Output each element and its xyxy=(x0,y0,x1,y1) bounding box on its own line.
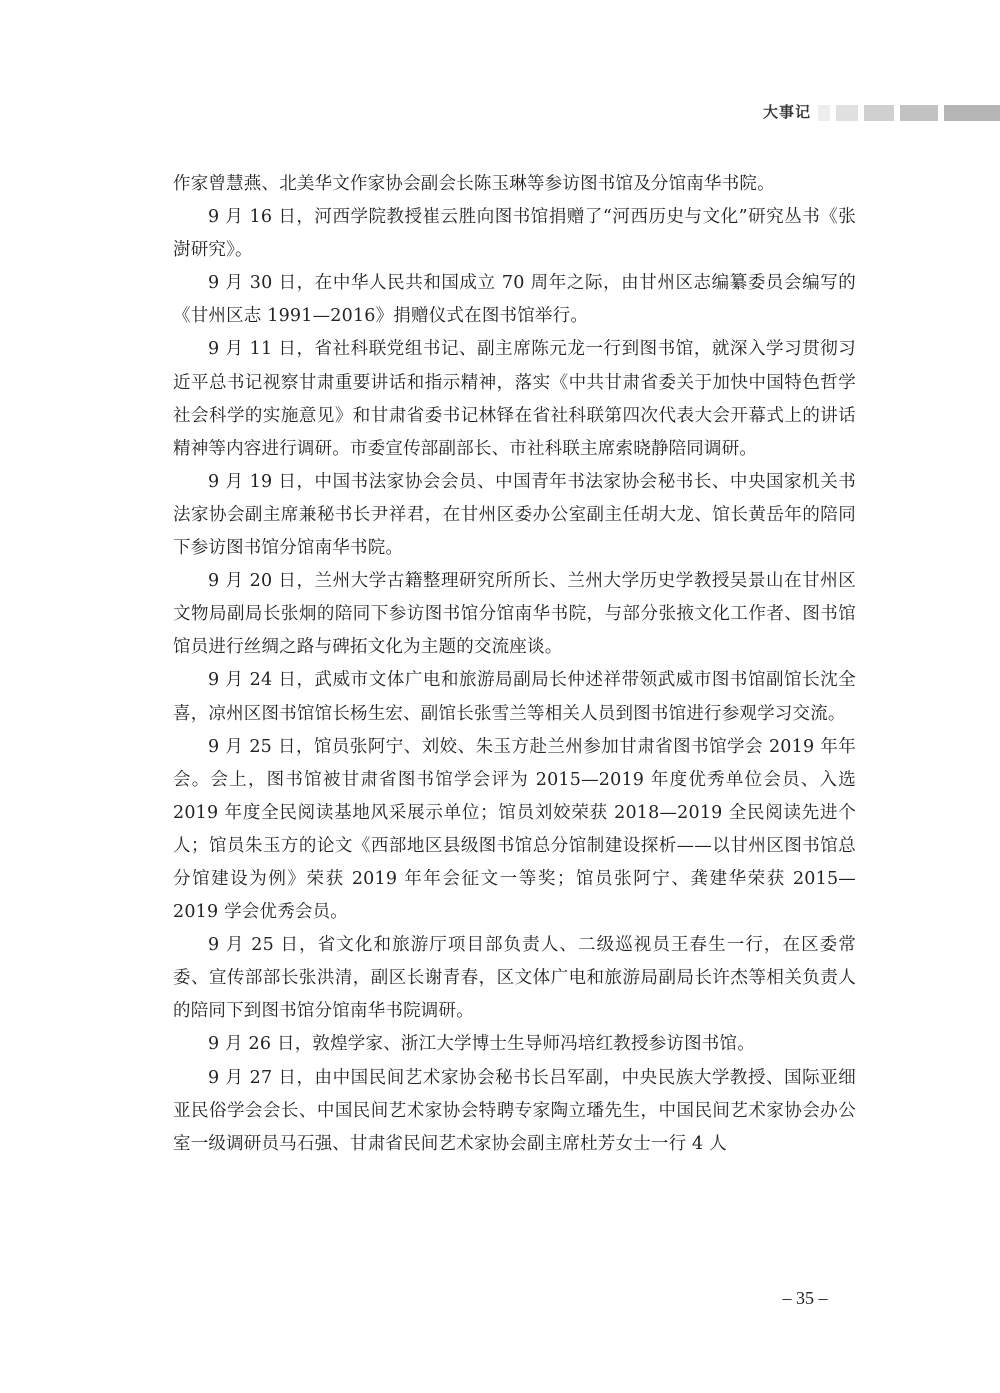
paragraph: 9 月 20 日，兰州大学古籍整理研究所所长、兰州大学历史学教授吴景山在甘州区文物局副局长张炯的陪同下参访图书馆分馆南华书院，与部分张掖文化工作者、图书馆馆员进行丝绸之路与碑拓文化为主题的交流座谈。 xyxy=(173,571,856,658)
header-decoration-block xyxy=(836,105,858,121)
paragraph: 9 月 19 日，中国书法家协会会员、中国青年书法家协会秘书长、中央国家机关书法家协会副主席兼秘书长尹祥君，在甘州区委办公室副主任胡大龙、馆长黄岳年的陪同下参访图书馆分馆南华书院。 xyxy=(173,471,856,559)
paragraph: 9 月 11 日，省社科联党组书记、副主席陈元龙一行到图书馆，就深入学习贯彻习近平总书记视察甘肃重要讲话和指示精神，落实《中共甘肃省委关于加快中国特色哲学社会科学的实施意见》和甘肃省委书记林铎在省社科联第四次代表大会开幕式上的讲话精神等内容进行调研。市委宣传部副部长、市社科联主席索晓静陪同调研。 xyxy=(173,339,856,459)
page-header xyxy=(0,100,1000,126)
page-number: – 35 – xyxy=(782,1288,828,1308)
paragraph: 9 月 26 日，敦煌学家、浙江大学博士生导师冯培红教授参访图书馆。 xyxy=(208,1034,755,1055)
paragraph: 9 月 27 日，由中国民间艺术家协会秘书长吕军副，中央民族大学教授、国际亚细亚民俗学会会长、中国民间艺术家协会特聘专家陶立璠先生，中国民间艺术家协会办公室一级调研员马石强、甘肃省民间艺术家协会副主席杜芳女士一行 4 人 xyxy=(173,1067,856,1154)
header-decoration-block xyxy=(818,105,830,121)
section-title: 大事记 xyxy=(763,103,812,121)
header-decoration-block xyxy=(944,105,1000,121)
paragraph: 9 月 25 日，馆员张阿宁、刘姣、朱玉方赴兰州参加甘肃省图书馆学会 2019 年年会。会上，图书馆被甘肃省图书馆学会评为 2015—2019 年度优秀单位会员、入选 2019 年度全民阅读基地风采展示单位；馆员刘姣荣获 2018—2019 全民阅读先进个人；馆员朱玉方的论文《西部地区县级图书馆总分馆制建设探析——以甘州区图书馆总分馆建设为例》荣获 2019 年年会征文一等奖；馆员张阿宁、龚建华荣获 2015—2019 学会优秀会员。 xyxy=(173,736,856,923)
paragraph-continued: 作家曾慧燕、北美华文作家协会副会长陈玉琳等参访图书馆及分馆南华书院。 xyxy=(173,174,775,194)
paragraph: 9 月 16 日，河西学院教授崔云胜向图书馆捐赠了“河西历史与文化”研究丛书《张澍研究》。 xyxy=(173,207,856,261)
paragraph: 9 月 24 日，武威市文体广电和旅游局副局长仲述祥带领武威市图书馆副馆长沈全喜，凉州区图书馆馆长杨生宏、副馆长张雪兰等相关人员到图书馆进行参观学习交流。 xyxy=(173,670,856,724)
header-decoration-block xyxy=(900,105,938,121)
paragraph: 9 月 25 日，省文化和旅游厅项目部负责人、二级巡视员王春生一行，在区委常委、宣传部部长张洪清，副区长谢青春，区文体广电和旅游局副局长许杰等相关负责人的陪同下到图书馆分馆南华书院调研。 xyxy=(173,935,856,1022)
paragraph: 9 月 30 日，在中华人民共和国成立 70 周年之际，由甘州区志编纂委员会编写的《甘州区志 1991—2016》捐赠仪式在图书馆举行。 xyxy=(173,273,856,327)
header-decoration-block xyxy=(864,105,894,121)
body-text xyxy=(173,168,856,1161)
